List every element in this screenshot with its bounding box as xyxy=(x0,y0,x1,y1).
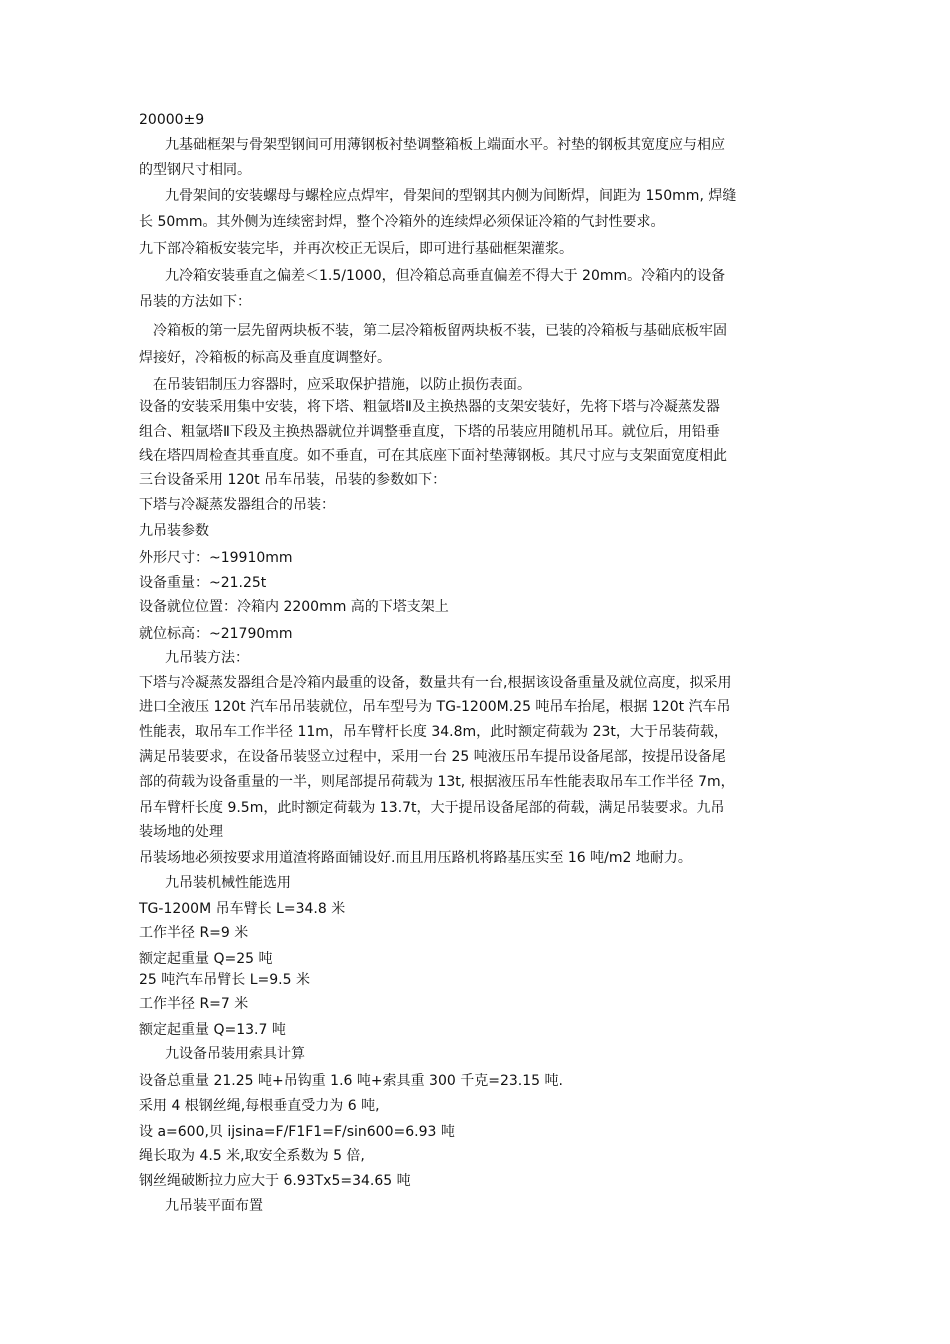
text-line: 的型钢尺寸相同。 xyxy=(139,162,251,178)
text-line: 工作半径 R=9 米 xyxy=(139,925,249,941)
text-line: 冷箱板的第一层先留两块板不装，第二层冷箱板留两块板不装，已装的冷箱板与基础底板牢固 xyxy=(153,323,727,339)
text-line: 就位标高：~21790mm xyxy=(139,626,293,642)
text-line: TG-1200M 吊车臂长 L=34.8 米 xyxy=(139,901,346,917)
text-line: 装场地的处理 xyxy=(139,824,223,840)
text-line: 长 50mm。其外侧为连续密封焊，整个冷箱外的连续焊必须保证冷箱的气封性要求。 xyxy=(139,214,665,230)
text-line: 进口全液压 120t 汽车吊吊装就位，吊车型号为 TG-1200M.25 吨吊车抬尾，根据 120t 汽车吊 xyxy=(139,699,731,715)
text-line: 20000±9 xyxy=(139,112,205,128)
text-line: 九下部冷箱板安装完毕，并再次校正无误后，即可进行基础框架灌浆。 xyxy=(139,241,573,257)
text-line: 吊装的方法如下： xyxy=(139,294,251,310)
text-line: 外形尺寸：~19910mm xyxy=(139,550,293,566)
text-line: 吊装场地必须按要求用道渣将路面铺设好.而且用压路机将路基压实至 16 吨/m2 地耐力。 xyxy=(139,850,692,866)
text-line: 九骨架间的安装螺母与螺栓应点焊牢，骨架间的型钢其内侧为间断焊，间距为 150mm, 焊缝 xyxy=(165,188,737,204)
text-line: 组合、粗氩塔Ⅱ下段及主换热器就位并调整垂直度，下塔的吊装应用随机吊耳。就位后，用铅垂 xyxy=(139,424,720,440)
text-line: 九冷箱安装垂直之偏差＜1.5/1000，但冷箱总高垂直偏差不得大于 20mm。冷箱内的设备 xyxy=(165,268,726,284)
text-line: 钢丝绳破断拉力应大于 6.93Tx5=34.65 吨 xyxy=(139,1173,411,1189)
text-line: 九设备吊装用索具计算 xyxy=(165,1046,305,1062)
text-line: 吊车臂杆长度 9.5m，此时额定荷载为 13.7t，大于提吊设备尾部的荷载，满足吊装要求。九吊 xyxy=(139,800,725,816)
text-line: 九吊装参数 xyxy=(139,523,209,539)
text-line: 设备重量：~21.25t xyxy=(139,575,267,591)
text-line: 设备的安装采用集中安装，将下塔、粗氩塔Ⅱ及主换热器的支架安装好，先将下塔与冷凝蒸发器 xyxy=(139,399,720,415)
text-line: 工作半径 R=7 米 xyxy=(139,996,249,1012)
text-line: 设备总重量 21.25 吨+吊钩重 1.6 吨+索具重 300 千克=23.15 吨. xyxy=(139,1073,563,1089)
text-line: 绳长取为 4.5 米,取安全系数为 5 倍, xyxy=(139,1148,365,1164)
text-line: 九吊装平面布置 xyxy=(165,1198,263,1214)
text-line: 设备就位位置：冷箱内 2200mm 高的下塔支架上 xyxy=(139,599,449,615)
text-line: 九吊装方法： xyxy=(165,650,249,666)
text-line: 九基础框架与骨架型钢间可用薄钢板衬垫调整箱板上端面水平。衬垫的钢板其宽度应与相应 xyxy=(165,137,725,153)
text-line: 额定起重量 Q=13.7 吨 xyxy=(139,1022,286,1038)
text-line: 下塔与冷凝蒸发器组合是冷箱内最重的设备，数量共有一台,根据该设备重量及就位高度，拟采用 xyxy=(139,675,732,691)
text-line: 满足吊装要求，在设备吊装竖立过程中，采用一台 25 吨液压吊车提吊设备尾部，按提吊设备尾 xyxy=(139,749,726,765)
text-line: 线在塔四周检查其垂直度。如不垂直，可在其底座下面衬垫薄钢板。其尺寸应与支架面宽度相此 xyxy=(139,448,727,464)
text-line: 额定起重量 Q=25 吨 xyxy=(139,951,273,967)
text-line: 25 吨汽车吊臂长 L=9.5 米 xyxy=(139,972,310,988)
text-line: 下塔与冷凝蒸发器组合的吊装： xyxy=(139,497,335,513)
text-line: 焊接好，冷箱板的标高及垂直度调整好。 xyxy=(139,350,391,366)
text-line: 采用 4 根钢丝绳,每根垂直受力为 6 吨, xyxy=(139,1098,380,1114)
text-line: 部的荷载为设备重量的一半，则尾部提吊荷载为 13t, 根据液压吊车性能表取吊车工作半径 7m， xyxy=(139,774,735,790)
text-line: 性能表，取吊车工作半径 11m，吊车臂杆长度 34.8m，此时额定荷载为 23t，大于吊装荷载， xyxy=(139,724,728,740)
text-line: 设 a=600,贝 ijsina=F/F1F1=F/sin600=6.93 吨 xyxy=(139,1124,455,1140)
text-line: 九吊装机械性能选用 xyxy=(165,875,291,891)
text-line: 三台设备采用 120t 吊车吊装，吊装的参数如下： xyxy=(139,472,447,488)
text-line: 在吊装铝制压力容器时，应采取保护措施，以防止损伤表面。 xyxy=(153,377,531,393)
